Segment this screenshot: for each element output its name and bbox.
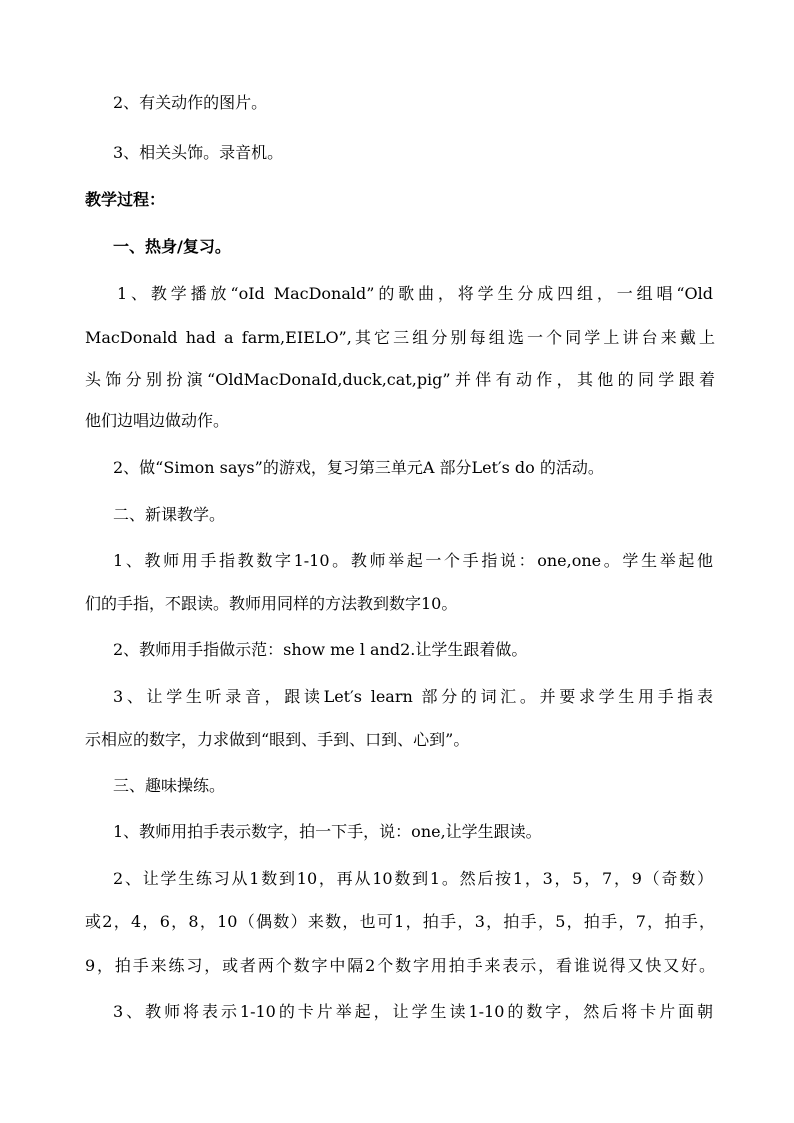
paragraph-line: 2、做“Simon says”的游戏，复习第三单元A 部分Let′s do 的活动。 xyxy=(113,458,604,477)
paragraph-line: 1、教学播放“oId MacDonald”的歌曲，将学生分成四组，一组唱“Old xyxy=(117,284,713,303)
paragraph-line: 3、教师将表示1-10的卡片举起，让学生读1-10的数字，然后将卡片面朝 xyxy=(113,1002,713,1021)
materials-item-3: 3、相关头饰。录音机。 xyxy=(113,143,284,162)
paragraph-line: MacDonald had a farm,EIELO”,其它三组分别每组选一个同学上讲台来戴上 xyxy=(85,328,715,347)
paragraph-line: 1、教师用手指教数字1-10。教师举起一个手指说：one,one。学生举起他 xyxy=(113,551,713,570)
paragraph-line: 他们边唱边做动作。 xyxy=(85,411,230,430)
paragraph-line: 9，拍手来练习，或者两个数字中隔2个数字用拍手来表示，看谁说得又快又好。 xyxy=(85,956,715,975)
paragraph-line: 或2，4，6，8，10（偶数）来数，也可1，拍手，3，拍手，5，拍手，7，拍手， xyxy=(85,912,715,931)
paragraph-line: 头饰分别扮演“OldMacDonaId,duck,cat,pig”并伴有动作，其他的同学跟着 xyxy=(85,370,715,389)
paragraph-line: 示相应的数字，力求做到“眼到、手到、口到、心到”。 xyxy=(85,730,470,749)
materials-item-2: 2、有关动作的图片。 xyxy=(113,93,268,112)
step-heading-warmup: 一、热身/复习。 xyxy=(113,237,231,256)
paragraph-line: 3、让学生听录音，跟读Let′s learn 部分的词汇。并要求学生用手指表 xyxy=(113,687,713,706)
paragraph-line: 们的手指，不跟读。教师用同样的方法教到数字10。 xyxy=(85,594,458,613)
paragraph-line: 2、教师用手指做示范：show me l and2.让学生跟着做。 xyxy=(113,640,528,659)
step-heading-new-lesson: 二、新课教学。 xyxy=(113,505,226,524)
step-heading-fun-practice: 三、趣味操练。 xyxy=(113,776,226,795)
paragraph-line: 2、让学生练习从1数到10，再从10数到1。然后按1，3，5，7，9（奇数） xyxy=(113,869,713,888)
section-heading-teaching-process: 教学过程： xyxy=(85,190,166,209)
paragraph-line: 1、教师用拍手表示数字，拍一下手，说：one,让学生跟读。 xyxy=(113,822,542,841)
